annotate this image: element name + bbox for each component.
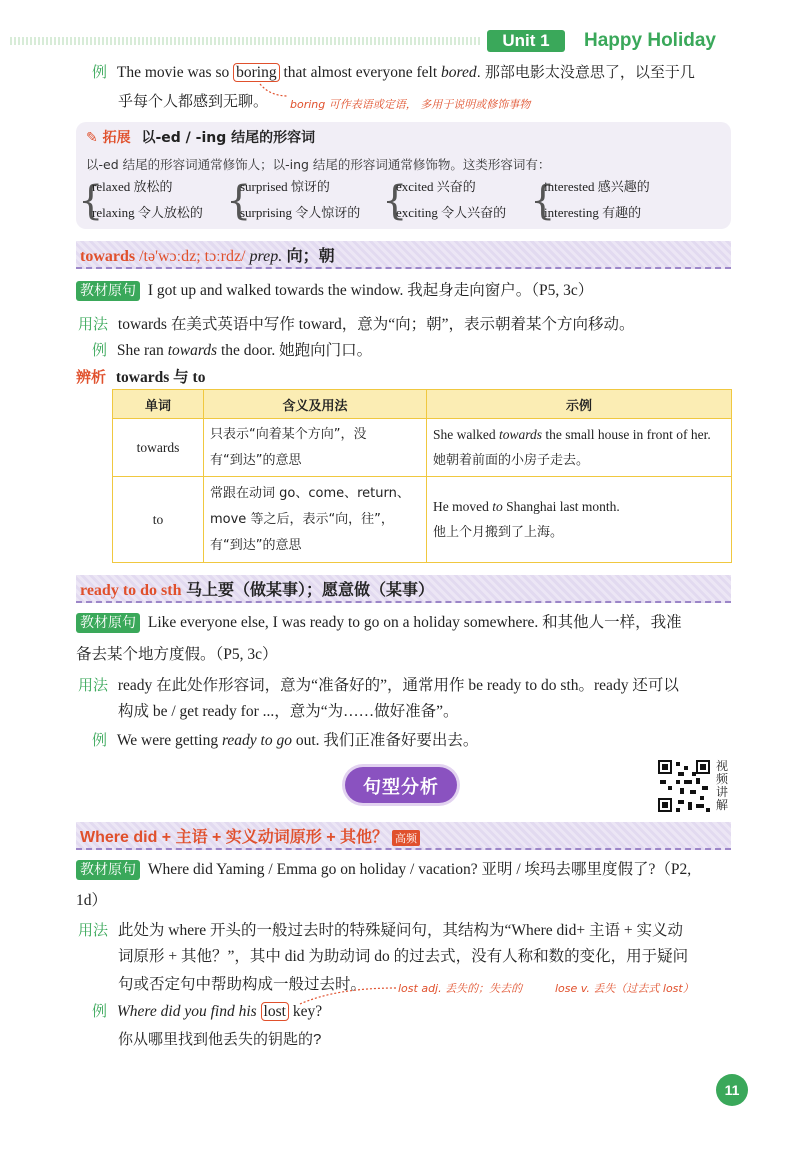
unit-title: Happy Holiday: [584, 30, 716, 51]
usage-line2: 词原形 + 其他？”，其中 did 为助动词 do 的过去式，没有人称和数的变化，用于疑问: [118, 948, 689, 965]
page-number: 11: [716, 1074, 748, 1106]
qr-code-icon[interactable]: [656, 758, 712, 814]
high-frequency-badge: 高频: [392, 830, 420, 846]
comparison-label: 辨析: [76, 368, 107, 386]
section-heading: towards /tə'wɔːdz; tɔːrdz/ prep. 向；朝: [80, 248, 335, 265]
comparison-table: [112, 389, 732, 563]
usage-label: 用法: [78, 315, 109, 333]
example-label: 例: [92, 1003, 108, 1020]
example-label: 例: [92, 342, 108, 359]
brace-icon: {: [78, 178, 104, 224]
usage: 用法 此处为 where 开头的一般过去时的特殊疑问句，其结构为“Where did+ 主语 + 实义动: [78, 921, 683, 939]
textbook-sentence: 教材原句 Like everyone else, I was ready to go on a holiday somewhere. 和其他人一样，我准: [76, 612, 682, 634]
boxed-word: lost: [261, 1002, 289, 1021]
example-label: 例: [92, 732, 108, 749]
section-bar-towards: [76, 241, 731, 269]
textbook-sentence-line2: 1d）: [76, 892, 108, 909]
extension-title: ✎ 拓展 以-ed / -ing 结尾的形容词: [86, 130, 316, 146]
unit-badge: Unit 1: [487, 30, 565, 52]
usage: 用法 ready 在此处作形容词，意为“准备好的”，通常用作 be ready to do sth。ready 还可以: [78, 676, 679, 694]
usage-label: 用法: [78, 676, 109, 694]
section-heading-badge: 句型分析: [345, 767, 457, 803]
textbook-sentence-line2: 备去某个地方度假。（P5, 3c）: [76, 646, 278, 663]
brace-icon: {: [530, 178, 556, 224]
textbook-sentence: 教材原句 Where did Yaming / Emma go on holiday / vacation? 亚明 / 埃玛去哪里度假了?（P2,: [76, 859, 691, 881]
header-decoration: [10, 37, 480, 45]
lightbulb-icon: ✎: [86, 130, 98, 146]
annotation-arrow: [258, 82, 292, 102]
usage-line2: 构成 be / get ready for ...，意为“为……做好准备”。: [118, 703, 459, 720]
qr-label: 视频讲解: [716, 759, 729, 812]
section-bar-ready: [76, 575, 731, 603]
usage: 用法 towards 在美式英语中写作 toward，意为“向；朝”，表示朝着某个方向移动。: [78, 315, 635, 333]
usage-line3: 句或否定句中帮助构成一般过去时。: [118, 976, 367, 993]
handwritten-note: boring 可作表语或定语， 多用于说明或修饰事物: [290, 98, 531, 111]
adjective-pair: relaxed 放松的 relaxing 令人放松的: [92, 179, 203, 220]
brace-icon: {: [382, 178, 408, 224]
textbook-tag: 教材原句: [76, 281, 140, 301]
textbook-tag: 教材原句: [76, 613, 140, 633]
example-label: 例: [92, 64, 108, 81]
adjective-pair: excited 兴奋的 exciting 令人兴奋的: [396, 179, 507, 220]
adjective-pair: surprised 惊讶的 surprising 令人惊讶的: [240, 179, 361, 220]
brace-icon: {: [226, 178, 252, 224]
comparison-heading: 辨析 towards 与 to: [76, 368, 206, 386]
example: 例 Where did you find his lost key?: [92, 1003, 323, 1020]
adjective-pair: interested 感兴趣的 interesting 有趣的: [544, 179, 650, 220]
handwritten-note: lost adj. 丢失的；失去的: [398, 982, 523, 995]
intro-example: 例 The movie was so boring that almost everyone felt bored. 那部电影太没意思了，以至于几: [92, 64, 695, 81]
table-header-row: 单词 含义及用法 示例: [113, 390, 732, 419]
table-row: to 常跟在动词 go、come、return、 move 等之后，表示“向，往”， 有“到达”的意思 He moved to Shanghai last month. 他上个月搬到了上海。: [113, 477, 732, 563]
example: 例 We were getting ready to go out. 我们正准备好要出去。: [92, 732, 479, 749]
textbook-tag: 教材原句: [76, 860, 140, 880]
section-heading: Where did + 主语 + 实义动词原形 + 其他？ 高频: [80, 824, 420, 847]
textbook-sentence: 教材原句 I got up and walked towards the window. 我起身走向窗户。（P5, 3c）: [76, 280, 593, 302]
handwritten-note: lose v. 丢失（过去式 lost）: [555, 982, 694, 995]
extension-description: 以-ed 结尾的形容词通常修饰人；以-ing 结尾的形容词通常修饰物。这类形容词有：: [86, 157, 551, 172]
section-bar-where-did: [76, 822, 731, 850]
usage-label: 用法: [78, 921, 109, 939]
boxed-word: boring: [233, 63, 279, 82]
intro-example-line2: 乎每个人都感到无聊。: [118, 93, 269, 110]
example-translation: 你从哪里找到他丢失的钥匙的?: [118, 1031, 322, 1048]
section-heading: ready to do sth 马上要（做某事）；愿意做（某事）: [80, 582, 434, 599]
table-row: towards 只表示“向着某个方向”，没 有“到达”的意思 She walked towards the small house in front of her. 她朝着前面的小房子走去。: [113, 419, 732, 477]
example: 例 She ran towards the door. 她跑向门口。: [92, 342, 373, 359]
